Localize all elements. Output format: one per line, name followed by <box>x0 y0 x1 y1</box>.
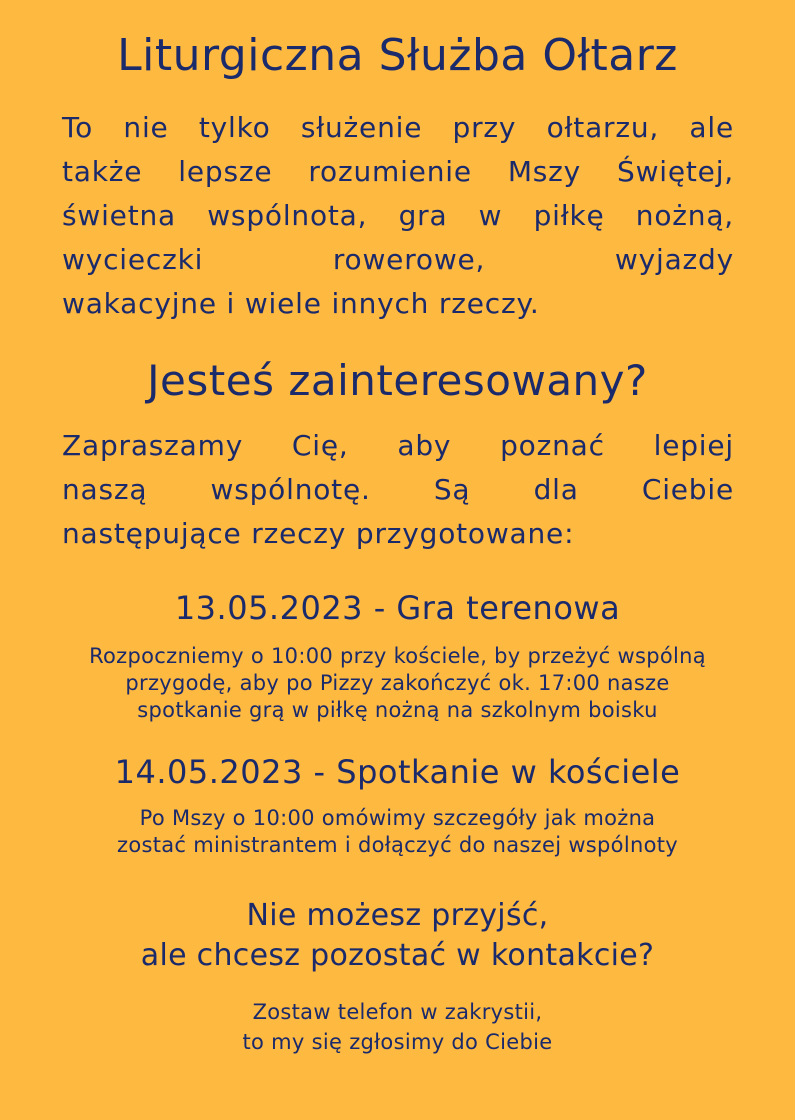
invite-line: naszą wspólnotę. Są dla Ciebie <box>62 473 734 506</box>
intro-line: wakacyjne i wiele innych rzeczy. <box>62 287 540 320</box>
intro-line: świetna wspólnota, gra w piłkę nożną, <box>62 199 734 232</box>
contact-heading-line: Nie możesz przyjść, <box>246 898 549 933</box>
event-1-title: 13.05.2023 - Gra terenowa <box>174 589 621 627</box>
event-2-title: 14.05.2023 - Spotkanie w kościele <box>114 753 681 791</box>
event-1-line: Rozpoczniemy o 10:00 przy kościele, by przeżyć wspólną <box>89 644 706 668</box>
intro-line: To nie tylko służenie przy ołtarzu, ale <box>62 111 734 144</box>
contact-text-line: to my się zgłosimy do Ciebie <box>242 1030 553 1054</box>
invite-paragraph <box>62 424 734 556</box>
event-1-line: przygodę, aby po Pizzy zakończyć ok. 17:00 nasze <box>125 671 670 695</box>
event-1-description <box>20 643 775 724</box>
event-2-line: Po Mszy o 10:00 omówimy szczegóły jak można <box>139 806 656 830</box>
contact-text-line: Zostaw telefon w zakrystii, <box>252 1000 543 1024</box>
invite-line: następujące rzeczy przygotowane: <box>62 517 575 550</box>
interest-question-heading: Jesteś zainteresowany? <box>147 356 648 405</box>
contact-text <box>0 997 795 1057</box>
invite-line: Zapraszamy Cię, aby poznać lepiej <box>62 429 734 462</box>
event-2-line: zostać ministrantem i dołączyć do naszej wspólnoty <box>117 833 678 857</box>
event-2-description <box>20 805 775 859</box>
intro-line: także lepsze rozumienie Mszy Świętej, <box>62 155 734 188</box>
event-1-line: spotkanie grą w piłkę nożną na szkolnym boisku <box>137 698 658 722</box>
contact-heading <box>0 896 795 976</box>
intro-paragraph <box>62 106 734 326</box>
contact-heading-line: ale chcesz pozostać w kontakcie? <box>140 938 655 973</box>
intro-line: wycieczki rowerowe, wyjazdy <box>62 243 734 276</box>
page-title: Liturgiczna Służba Ołtarz <box>117 30 678 81</box>
